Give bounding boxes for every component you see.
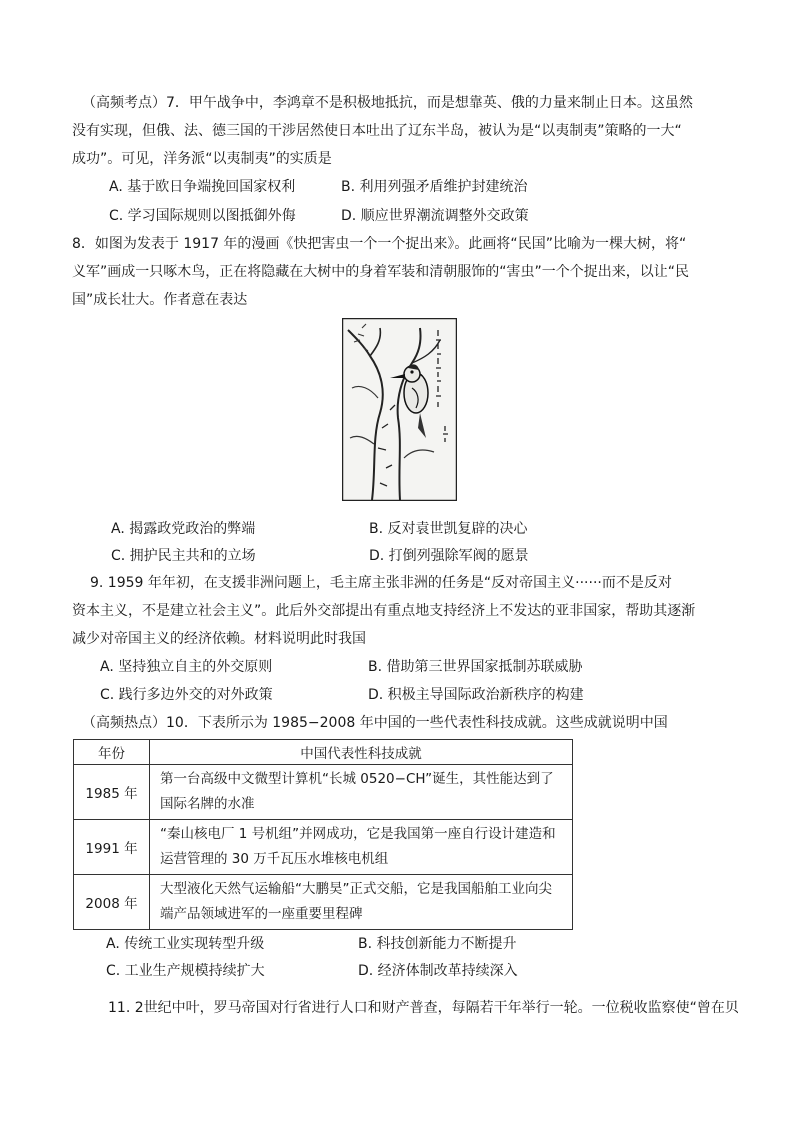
q7-option-b: B. 利用列强矛盾维护封建统治 xyxy=(341,179,528,195)
q7-stem-line3: 成功”。可见，洋务派“以夷制夷”的实质是 xyxy=(72,151,332,167)
q8-option-a: A. 揭露政党政治的弊端 xyxy=(111,521,256,537)
table-row xyxy=(74,765,573,820)
q9-stem-line1: 9. 1959 年年初，在支援非洲问题上，毛主席主张非洲的任务是“反对帝国主义······而不是反对 xyxy=(90,575,672,591)
q7-stem-line2: 没有实现，但俄、法、德三国的干涉居然使日本吐出了辽东半岛，被认为是“以夷制夷”策略的一大“ xyxy=(72,123,682,139)
q8-stem-line1: 8．如图为发表于 1917 年的漫画《快把害虫一个一个捉出来》。此画将“民国”比喻为一棵大树，将“ xyxy=(72,236,687,252)
q10-option-b: B. 科技创新能力不断提升 xyxy=(358,936,517,952)
q7-option-a: A. 基于欧日争端挽回国家权利 xyxy=(109,179,296,195)
q7-option-c: C. 学习国际规则以图抵御外侮 xyxy=(109,208,296,224)
q9-stem-line3: 减少对帝国主义的经济依赖。材料说明此时我国 xyxy=(72,631,366,647)
q9-option-b: B. 借助第三世界国家抵制苏联威胁 xyxy=(368,659,583,675)
q10-option-c: C. 工业生产规模持续扩大 xyxy=(106,963,265,979)
table-cell-achievement: “秦山核电厂 1 号机组”并网成功，它是我国第一座自行设计建造和运营管理的 30 万千瓦压水堆核电机组 xyxy=(150,820,573,875)
q9-stem-line2: 资本主义，不是建立社会主义”。此后外交部提出有重点地支持经济上不发达的亚非国家，帮助其逐渐 xyxy=(72,603,696,619)
q8-stem-line2: 义军”画成一只啄木鸟，正在将隐藏在大树中的身着军装和清朝服饰的“害虫”一个个捉出来，以让“民 xyxy=(72,264,690,280)
table-cell-achievement: 大型液化天然气运输船“大鹏昊”正式交船，它是我国船舶工业向尖端产品领域进军的一座重要里程碑 xyxy=(150,875,573,930)
table-cell-year: 2008 年 xyxy=(74,875,150,930)
achievements-table xyxy=(73,739,573,930)
q11-stem-line1: 11. 2世纪中叶，罗马帝国对行省进行人口和财产普查，每隔若干年举行一轮。一位税收监察使“曾在贝 xyxy=(108,1000,739,1016)
q9-option-d: D. 积极主导国际政治新秩序的构建 xyxy=(368,687,584,703)
q8-option-c: C. 拥护民主共和的立场 xyxy=(111,548,256,564)
table-cell-achievement: 第一台高级中文微型计算机“长城 0520−CH”诞生，其性能达到了国际名牌的水准 xyxy=(150,765,573,820)
q10-option-a: A. 传统工业实现转型升级 xyxy=(106,936,265,952)
table-row xyxy=(74,875,573,930)
q10-stem: （高频热点）10．下表所示为 1985−2008 年中国的一些代表性科技成就。这些成就说明中国 xyxy=(82,715,668,731)
table-row xyxy=(74,820,573,875)
table-header-year: 年份 xyxy=(74,740,150,765)
q7-option-d: D. 顺应世界潮流调整外交政策 xyxy=(341,208,529,224)
q9-option-a: A. 坚持独立自主的外交原则 xyxy=(100,659,273,675)
table-cell-year: 1991 年 xyxy=(74,820,150,875)
woodpecker-cartoon-image xyxy=(342,318,457,501)
q8-option-b: B. 反对袁世凯复辟的决心 xyxy=(369,521,528,537)
table-header-achievement: 中国代表性科技成就 xyxy=(150,740,573,765)
q10-option-d: D. 经济体制改革持续深入 xyxy=(358,963,518,979)
q8-stem-line3: 国”成长壮大。作者意在表达 xyxy=(72,292,248,308)
q7-stem-line1: （高频考点）7．甲午战争中，李鸿章不是积极地抵抗，而是想靠英、俄的力量来制止日本。这虽然 xyxy=(82,95,693,111)
table-cell-year: 1985 年 xyxy=(74,765,150,820)
table-header-row xyxy=(74,740,573,765)
q9-option-c: C. 践行多边外交的对外政策 xyxy=(100,687,273,703)
q8-option-d: D. 打倒列强除军阀的愿景 xyxy=(369,548,529,564)
